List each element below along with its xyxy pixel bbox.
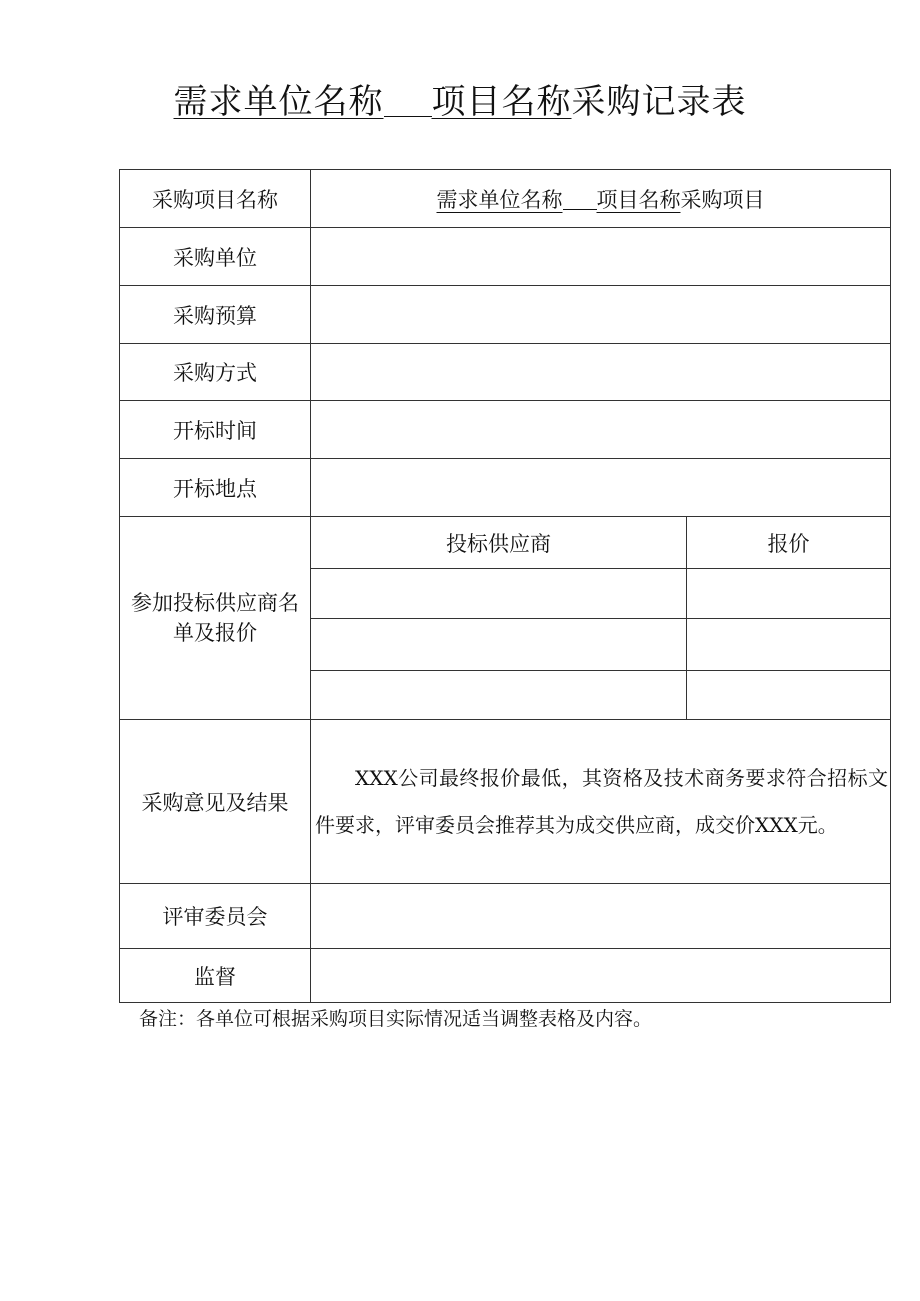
title-unit: 需求单位名称 bbox=[173, 82, 384, 122]
opinion-label: 采购意见及结果 bbox=[120, 720, 311, 884]
purchasing-unit-value[interactable] bbox=[311, 228, 891, 286]
opening-place-value[interactable] bbox=[311, 459, 891, 517]
row-budget bbox=[120, 286, 891, 344]
row-opening-place bbox=[120, 459, 891, 517]
row-opening-time bbox=[120, 401, 891, 459]
row-opinion bbox=[120, 720, 891, 884]
row-method bbox=[120, 344, 891, 401]
title-suffix: 采购记录表 bbox=[571, 82, 747, 122]
title-blank bbox=[384, 86, 432, 117]
opening-time-value[interactable] bbox=[311, 401, 891, 459]
bidder-price-cell[interactable] bbox=[687, 671, 891, 720]
committee-value[interactable] bbox=[311, 884, 891, 949]
method-value[interactable] bbox=[311, 344, 891, 401]
opinion-text: XXX公司最终报价最低，其资格及技术商务要求符合招标文件要求，评审委员会推荐其为成交供应商，成交价XXX元。 bbox=[315, 765, 888, 837]
row-bidders-header bbox=[120, 517, 891, 569]
row-project-name bbox=[120, 170, 891, 228]
opening-time-label: 开标时间 bbox=[120, 401, 311, 459]
footnote: 备注：各单位可根据采购项目实际情况适当调整表格及内容。 bbox=[139, 1008, 653, 1030]
opening-place-label: 开标地点 bbox=[120, 459, 311, 517]
page-title bbox=[0, 74, 920, 123]
committee-label: 评审委员会 bbox=[120, 884, 311, 949]
bidder-supplier-cell[interactable] bbox=[311, 671, 687, 720]
row-purchasing-unit bbox=[120, 228, 891, 286]
project-name-value bbox=[311, 170, 891, 228]
method-label: 采购方式 bbox=[120, 344, 311, 401]
budget-label: 采购预算 bbox=[120, 286, 311, 344]
bidders-label: 参加投标供应商名单及报价 bbox=[120, 517, 311, 720]
project-name-blank bbox=[563, 187, 597, 210]
bidder-price-cell[interactable] bbox=[687, 569, 891, 619]
bidders-header-supplier: 投标供应商 bbox=[311, 517, 687, 569]
procurement-record-table bbox=[119, 169, 891, 1003]
opinion-value bbox=[311, 720, 891, 884]
bidder-price-cell[interactable] bbox=[687, 619, 891, 671]
row-supervision bbox=[120, 949, 891, 1003]
project-name-label: 采购项目名称 bbox=[120, 170, 311, 228]
project-name-unit: 需求单位名称 bbox=[436, 187, 563, 212]
budget-value[interactable] bbox=[311, 286, 891, 344]
bidders-header-price: 报价 bbox=[687, 517, 891, 569]
row-committee bbox=[120, 884, 891, 949]
bidder-supplier-cell[interactable] bbox=[311, 619, 687, 671]
project-name-project: 项目名称 bbox=[596, 187, 681, 212]
supervision-value[interactable] bbox=[311, 949, 891, 1003]
purchasing-unit-label: 采购单位 bbox=[120, 228, 311, 286]
bidder-supplier-cell[interactable] bbox=[311, 569, 687, 619]
supervision-label: 监督 bbox=[120, 949, 311, 1003]
title-project: 项目名称 bbox=[431, 82, 572, 122]
project-name-suffix: 采购项目 bbox=[680, 187, 765, 212]
